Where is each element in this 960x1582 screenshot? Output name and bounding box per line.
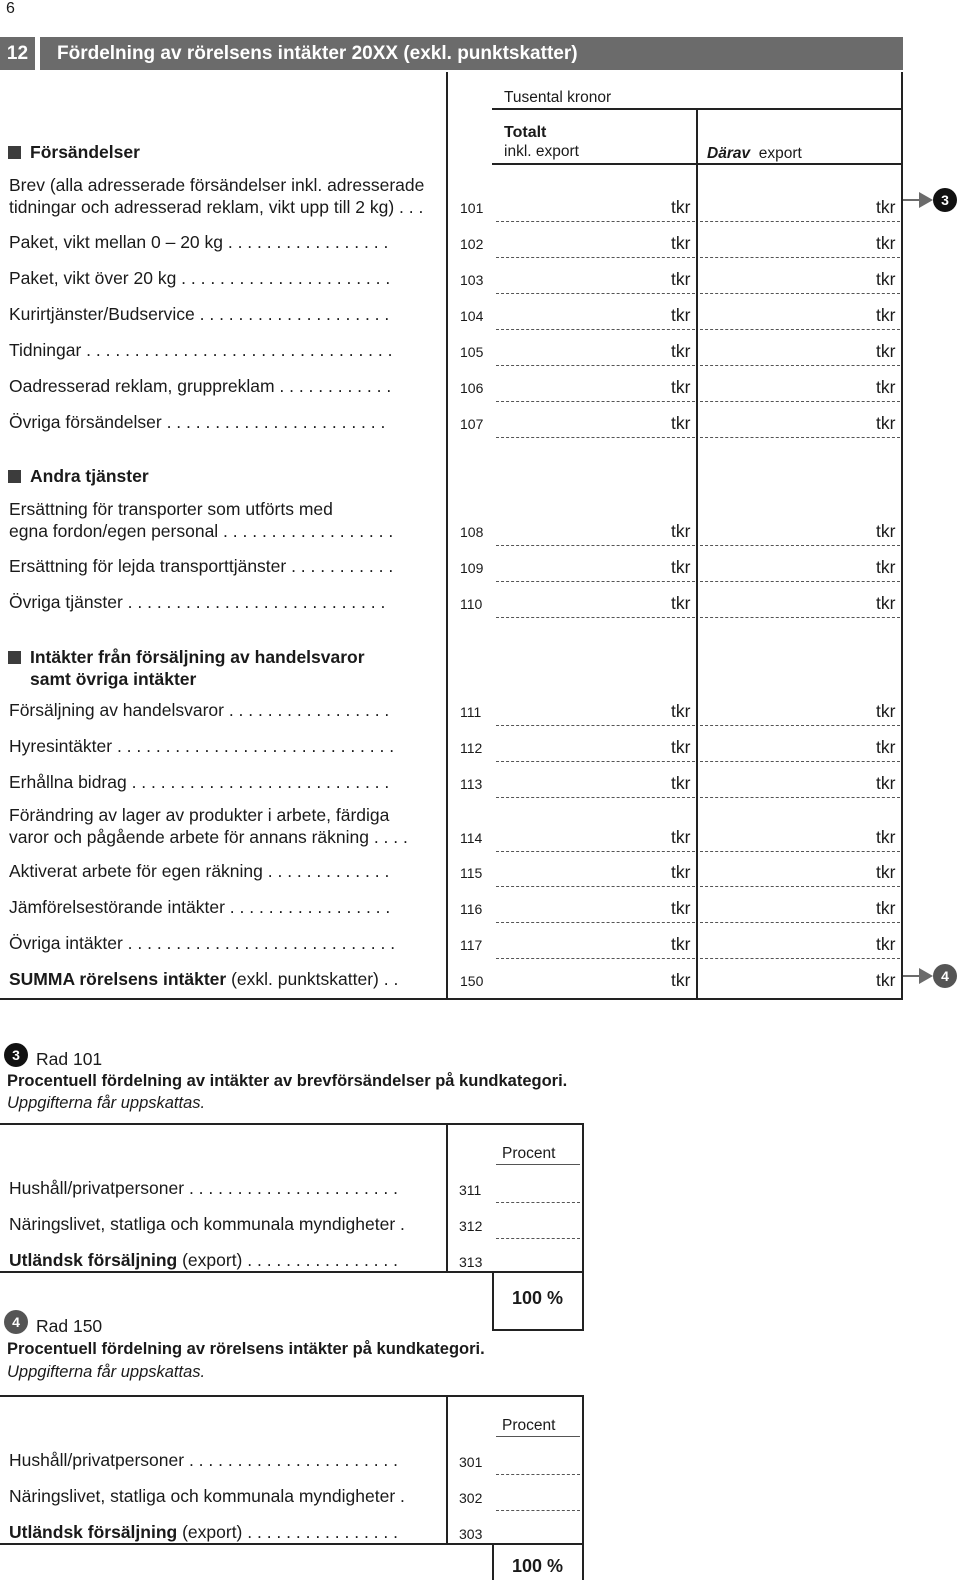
row-116-total-input[interactable] xyxy=(496,922,695,923)
row-112-total-input[interactable] xyxy=(496,761,695,762)
note-3-row-313-rest: (export) . . . . . . . . . . . . . . . . xyxy=(182,1250,398,1270)
row-107-unit-export: tkr xyxy=(876,413,896,433)
row-114-label xyxy=(9,804,408,848)
note-3-row-312-input[interactable] xyxy=(496,1238,580,1239)
row-115-export-input[interactable] xyxy=(700,886,900,887)
row-111-unit-total: tkr xyxy=(671,701,691,721)
row-111-total-input[interactable] xyxy=(496,725,695,726)
row-117-unit-export: tkr xyxy=(876,934,896,954)
row-101-line1: Brev (alla adresserade försändelser inkl. adresserade xyxy=(9,175,425,195)
row-110-unit-export: tkr xyxy=(876,593,896,613)
group-forsandelser xyxy=(8,142,140,163)
marker-4: 4 xyxy=(933,964,957,988)
note-4-left-border xyxy=(446,1395,448,1545)
note-3-row-312-code: 312 xyxy=(459,1218,483,1234)
row-112-code: 112 xyxy=(460,740,483,756)
group-intakter-line1: Intäkter från försäljning av handelsvaror xyxy=(30,647,365,667)
note-3-row-313-code: 313 xyxy=(459,1254,483,1270)
row-117-label: Övriga intäkter . . . . . . . . . . . . . . . . . . . . . . . . . . . . xyxy=(9,933,396,953)
column-divider xyxy=(696,108,698,1000)
row-106-export-input[interactable] xyxy=(700,401,900,402)
row-104-label: Kurirtjänster/Budservice . . . . . . . . . . . . . . . . . . . . xyxy=(9,304,390,324)
col-total-header: Totalt xyxy=(504,124,547,141)
row-105-unit-export: tkr xyxy=(876,341,896,361)
row-114-unit-total: tkr xyxy=(671,827,691,847)
row-113-unit-total: tkr xyxy=(671,773,691,793)
row-108-label xyxy=(9,498,393,542)
note-4-ref: Rad 150 xyxy=(36,1316,103,1336)
row-109-unit-total: tkr xyxy=(671,557,691,577)
row-102-export-input[interactable] xyxy=(700,257,900,258)
row-107-total-input[interactable] xyxy=(496,437,695,438)
row-108-line1: Ersättning för transporter som utförts med xyxy=(9,499,333,519)
note-3-row-313-label xyxy=(9,1250,398,1271)
row-113-total-input[interactable] xyxy=(496,797,695,798)
note-4-row-303-code: 303 xyxy=(459,1526,483,1542)
note-4-title: Procentuell fördelning av rörelsens intäkter på kundkategori. xyxy=(7,1340,485,1358)
row-150-unit-export: tkr xyxy=(876,970,896,990)
row-108-export-input[interactable] xyxy=(700,545,900,546)
note-3-total-left xyxy=(492,1271,494,1331)
row-114-unit-export: tkr xyxy=(876,827,896,847)
row-114-line2: varor och pågående arbete för annans räkning . . . . xyxy=(9,827,408,847)
row-105-total-input[interactable] xyxy=(496,365,695,366)
note-3-header-line xyxy=(496,1164,580,1165)
row-117-total-input[interactable] xyxy=(496,958,695,959)
note-3-col-header: Procent xyxy=(502,1145,556,1162)
row-116-unit-total: tkr xyxy=(671,898,691,918)
row-108-unit-total: tkr xyxy=(671,521,691,541)
note-4-row-303-label xyxy=(9,1522,398,1543)
note-3-bottom-border xyxy=(0,1271,584,1273)
note-3-right-border xyxy=(582,1123,584,1331)
row-110-export-input[interactable] xyxy=(700,617,900,618)
col-total-subheader: inkl. export xyxy=(504,143,579,160)
note-3-row-311-input[interactable] xyxy=(496,1202,580,1203)
row-113-unit-export: tkr xyxy=(876,773,896,793)
row-105-label: Tidningar . . . . . . . . . . . . . . . . . . . . . . . . . . . . . . . . xyxy=(9,340,393,360)
row-113-code: 113 xyxy=(460,776,483,792)
row-103-export-input[interactable] xyxy=(700,293,900,294)
arrow-head-icon xyxy=(919,968,933,984)
page-number: 6 xyxy=(6,0,15,17)
row-111-label: Försäljning av handelsvaror . . . . . . . . . . . . . . . . . xyxy=(9,700,390,720)
row-111-code: 111 xyxy=(460,704,482,720)
note-3-row-313-bold: Utländsk försäljning xyxy=(9,1250,178,1270)
note-4-bottom-border xyxy=(0,1543,584,1545)
group-intakter-line2: samt övriga intäkter xyxy=(30,669,197,689)
row-103-code: 103 xyxy=(460,272,484,288)
note-3-left-border xyxy=(446,1123,448,1273)
row-107-unit-total: tkr xyxy=(671,413,691,433)
row-101-code: 101 xyxy=(460,200,484,216)
row-107-export-input[interactable] xyxy=(700,437,900,438)
col-export-italic: Därav xyxy=(707,145,751,162)
note-3-total-bottom xyxy=(492,1329,584,1331)
row-115-label: Aktiverat arbete för egen räkning . . . . . . . . . . . . . xyxy=(9,861,390,881)
note-4-subtitle: Uppgifterna får uppskattas. xyxy=(7,1363,206,1381)
row-109-export-input[interactable] xyxy=(700,581,900,582)
note-4-total: 100 % xyxy=(512,1556,564,1576)
arrow-head-icon xyxy=(919,192,933,208)
row-111-export-input[interactable] xyxy=(700,725,900,726)
note-3-ref: Rad 101 xyxy=(36,1049,103,1069)
row-150-code: 150 xyxy=(460,973,484,989)
row-117-export-input[interactable] xyxy=(700,958,900,959)
row-105-code: 105 xyxy=(460,344,484,360)
note-4-number: 4 xyxy=(4,1310,28,1334)
section-title: Fördelning av rörelsens intäkter 20XX (exkl. punktskatter) xyxy=(40,37,903,70)
row-108-code: 108 xyxy=(460,524,484,540)
row-105-export-input[interactable] xyxy=(700,365,900,366)
row-150-unit-total: tkr xyxy=(671,970,691,990)
row-116-export-input[interactable] xyxy=(700,922,900,923)
row-101-label xyxy=(9,174,424,218)
row-109-unit-export: tkr xyxy=(876,557,896,577)
row-109-code: 109 xyxy=(460,560,484,576)
note-3-row-311-label: Hushåll/privatpersoner . . . . . . . . . . . . . . . . . . . . . . xyxy=(9,1178,399,1198)
row-114-total-input[interactable] xyxy=(496,851,695,852)
row-112-unit-export: tkr xyxy=(876,737,896,757)
row-110-code: 110 xyxy=(460,596,483,612)
row-110-label: Övriga tjänster . . . . . . . . . . . . . . . . . . . . . . . . . . . xyxy=(9,592,386,612)
row-101-unit-export: tkr xyxy=(876,197,896,217)
note-4-row-301-code: 301 xyxy=(459,1454,483,1470)
note-4-row-301-label: Hushåll/privatpersoner . . . . . . . . . . . . . . . . . . . . . . xyxy=(9,1450,399,1470)
square-bullet-icon xyxy=(8,146,21,159)
row-150-label-bold: SUMMA rörelsens intäkter xyxy=(9,969,227,989)
row-101-line2: tidningar och adresserad reklam, vikt upp till 2 kg) . . . xyxy=(9,197,424,217)
row-110-unit-total: tkr xyxy=(671,593,691,613)
section-number: 12 xyxy=(0,37,35,70)
row-114-export-input[interactable] xyxy=(700,851,900,852)
row-102-unit-total: tkr xyxy=(671,233,691,253)
col-export-header xyxy=(707,145,802,163)
square-bullet-icon xyxy=(8,651,21,664)
note-3-row-312-label: Näringslivet, statliga och kommunala myndigheter . xyxy=(9,1214,405,1234)
table-bottom-border xyxy=(0,998,903,1000)
note-4-row-302-input[interactable] xyxy=(496,1510,580,1511)
group-andra-label: Andra tjänster xyxy=(30,466,149,486)
note-4-row-303-rest: (export) . . . . . . . . . . . . . . . . xyxy=(182,1522,398,1542)
group-forsandelser-label: Försändelser xyxy=(30,142,140,162)
note-4-top-border xyxy=(0,1395,584,1397)
row-104-total-input[interactable] xyxy=(496,329,695,330)
row-108-total-input[interactable] xyxy=(496,545,695,546)
row-103-label: Paket, vikt över 20 kg . . . . . . . . . . . . . . . . . . . . . . xyxy=(9,268,391,288)
row-117-unit-total: tkr xyxy=(671,934,691,954)
row-112-unit-total: tkr xyxy=(671,737,691,757)
row-102-label: Paket, vikt mellan 0 – 20 kg . . . . . . . . . . . . . . . . . xyxy=(9,232,389,252)
row-103-total-input[interactable] xyxy=(496,293,695,294)
header-underline xyxy=(492,163,903,165)
row-103-unit-total: tkr xyxy=(671,269,691,289)
row-105-unit-total: tkr xyxy=(671,341,691,361)
note-3-number: 3 xyxy=(4,1043,28,1067)
note-3-subtitle: Uppgifterna får uppskattas. xyxy=(7,1094,206,1112)
row-115-unit-export: tkr xyxy=(876,862,896,882)
table-left-border xyxy=(446,72,448,1000)
note-4-header-line xyxy=(496,1436,580,1437)
row-115-unit-total: tkr xyxy=(671,862,691,882)
row-116-unit-export: tkr xyxy=(876,898,896,918)
marker-3: 3 xyxy=(933,188,957,212)
row-106-unit-export: tkr xyxy=(876,377,896,397)
row-115-code: 115 xyxy=(460,865,483,881)
note-3-total: 100 % xyxy=(512,1288,564,1308)
row-108-line2: egna fordon/egen personal . . . . . . . . . . . . . . . . . . xyxy=(9,521,394,541)
row-116-code: 116 xyxy=(460,901,483,917)
row-112-export-input[interactable] xyxy=(700,761,900,762)
note-4-row-302-code: 302 xyxy=(459,1490,483,1506)
row-112-label: Hyresintäkter . . . . . . . . . . . . . . . . . . . . . . . . . . . . . xyxy=(9,736,395,756)
currency-note: Tusental kronor xyxy=(504,89,612,106)
row-106-code: 106 xyxy=(460,380,484,396)
row-102-code: 102 xyxy=(460,236,484,252)
row-104-unit-total: tkr xyxy=(671,305,691,325)
note-3-row-311-code: 311 xyxy=(459,1182,482,1198)
note-4-total-left xyxy=(492,1543,494,1580)
note-4-row-301-input[interactable] xyxy=(496,1474,580,1475)
row-110-total-input[interactable] xyxy=(496,617,695,618)
row-150-label-rest: (exkl. punktskatter) . . xyxy=(231,969,399,989)
row-116-label: Jämförelsestörande intäkter . . . . . . . . . . . . . . . . . xyxy=(9,897,391,917)
note-4-col-header: Procent xyxy=(502,1417,556,1434)
row-101-total-input[interactable] xyxy=(496,221,695,222)
group-andra-tjanster xyxy=(8,466,149,487)
row-109-label: Ersättning för lejda transporttjänster . . . . . . . . . . . xyxy=(9,556,394,576)
row-106-unit-total: tkr xyxy=(671,377,691,397)
note-3-title: Procentuell fördelning av intäkter av brevförsändelser på kundkategori. xyxy=(7,1072,568,1090)
row-104-unit-export: tkr xyxy=(876,305,896,325)
row-101-export-input[interactable] xyxy=(700,221,900,222)
row-114-line1: Förändring av lager av produkter i arbete, färdiga xyxy=(9,805,390,825)
row-107-label: Övriga försändelser . . . . . . . . . . . . . . . . . . . . . . . xyxy=(9,412,386,432)
note-4-right-border xyxy=(582,1395,584,1580)
row-106-label: Oadresserad reklam, gruppreklam . . . . . . . . . . . . xyxy=(9,376,392,396)
row-102-unit-export: tkr xyxy=(876,233,896,253)
row-115-total-input[interactable] xyxy=(496,886,695,887)
row-117-code: 117 xyxy=(460,937,483,953)
row-103-unit-export: tkr xyxy=(876,269,896,289)
note-4-row-303-bold: Utländsk försäljning xyxy=(9,1522,178,1542)
group-intakter xyxy=(8,646,365,690)
note-4-row-302-label: Näringslivet, statliga och kommunala myndigheter . xyxy=(9,1486,405,1506)
row-104-export-input[interactable] xyxy=(700,329,900,330)
note-3-top-border xyxy=(0,1123,584,1125)
row-114-code: 114 xyxy=(460,830,483,846)
row-113-label: Erhållna bidrag . . . . . . . . . . . . . . . . . . . . . . . . . . . xyxy=(9,772,390,792)
row-111-unit-export: tkr xyxy=(876,701,896,721)
row-101-unit-total: tkr xyxy=(671,197,691,217)
row-150-label xyxy=(9,969,398,990)
row-107-code: 107 xyxy=(460,416,484,432)
row-108-unit-export: tkr xyxy=(876,521,896,541)
table-right-border xyxy=(901,72,903,1000)
row-104-code: 104 xyxy=(460,308,484,324)
col-export-rest: export xyxy=(758,145,802,162)
square-bullet-icon xyxy=(8,470,21,483)
row-113-export-input[interactable] xyxy=(700,797,900,798)
row-102-total-input[interactable] xyxy=(496,257,695,258)
row-106-total-input[interactable] xyxy=(496,401,695,402)
row-109-total-input[interactable] xyxy=(496,581,695,582)
